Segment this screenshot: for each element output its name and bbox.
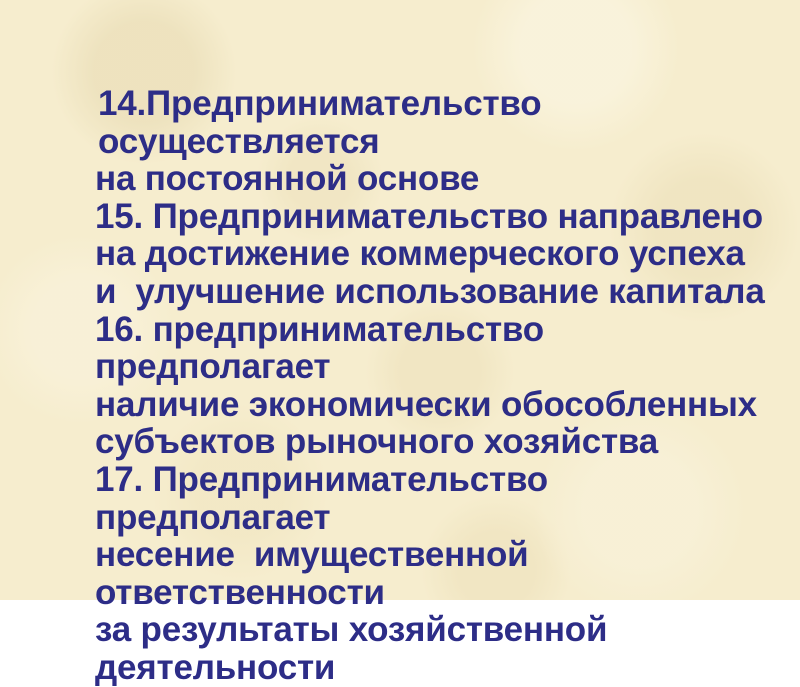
slide-text-line: деятельности <box>95 647 336 687</box>
slide-text-line: 15. Предпринимательство направлено <box>95 196 763 236</box>
slide-text-line: несение имущественной ответственности <box>95 535 539 612</box>
slide-text-block <box>95 85 785 687</box>
slide-text-line: на постоянной основе <box>95 159 480 199</box>
slide-text-line: за результаты хозяйственной <box>95 610 608 650</box>
slide-text-line: 17. Предпринимательство предполагает <box>95 459 558 537</box>
slide-text-line: 16. предпринимательство предполагает <box>95 309 554 387</box>
slide-text-line: наличие экономически обособленных <box>95 384 757 424</box>
slide-text-line: и улучшение использование капитала <box>95 271 765 311</box>
slide-text-line: субъектов рыночного хозяйства <box>95 422 659 462</box>
slide-text-line: на достижение коммерческого успеха <box>95 234 745 274</box>
slide-text-line: 14.Предпринимательство осуществляется <box>98 84 551 161</box>
